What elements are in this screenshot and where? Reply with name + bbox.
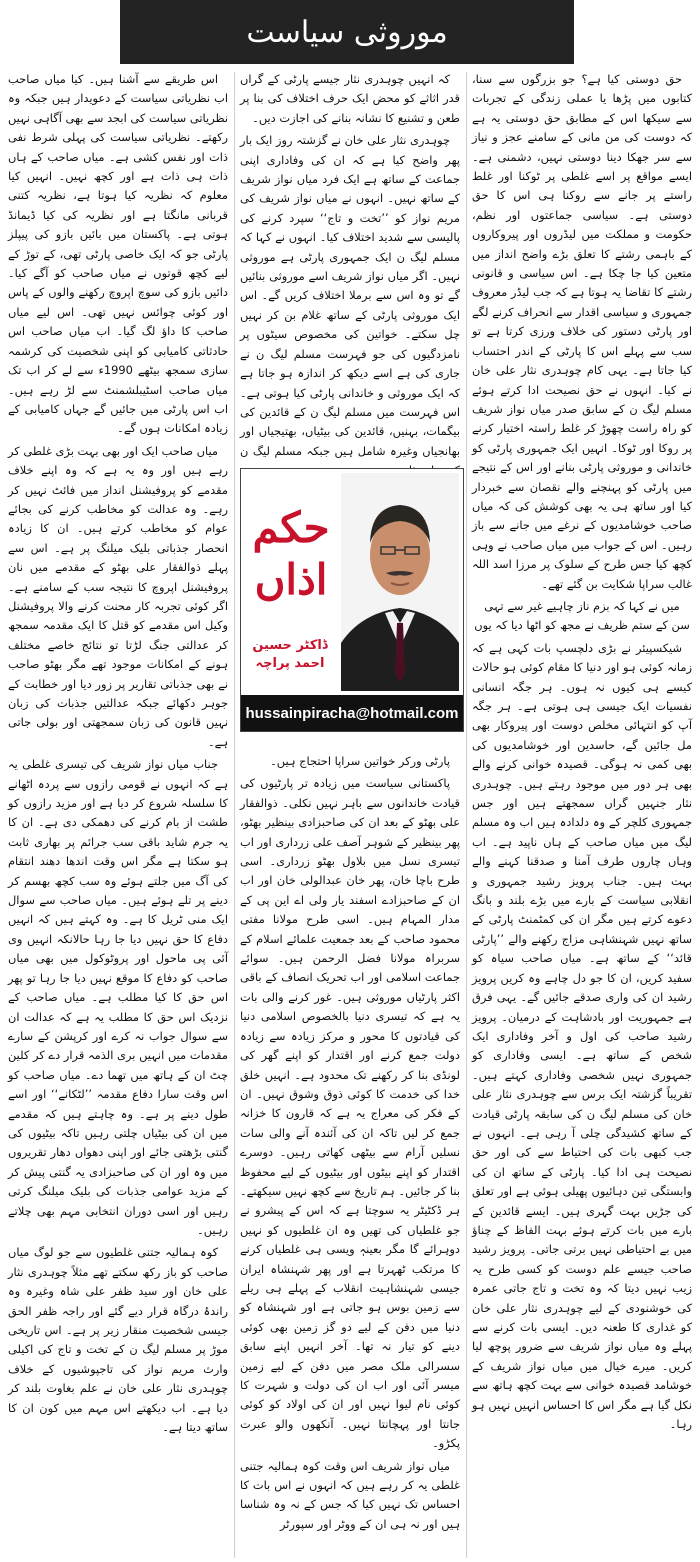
column-brand-logo [243,487,339,621]
paragraph: چوہدری نثار علی خان نے گزشتہ روز ایک بار پھر واضح کیا ہے کہ ان کی وفاداری اپنی جماعت کے ساتھ ہے ایک فرد میاں نواز شریف کے ساتھ نہیں۔ انہوں نے میاں نواز شریف کی مریم نواز کو ’’تخت و تاج‘‘ سپرد کرنے کی پالیسی سے شدید اختلاف کیا۔ انہوں نے کہا کہ مسلم لیگ ن ایک جمہوری پارٹی ہے موروثی نہیں۔ اگر میاں نواز شریف اسے موروثی بنائیں گے تو وہ اس سے برملا اختلاف کریں گے۔ اس ایک موروثی پارٹی کے ساتھ غلام بن کر نہیں چل سکتے۔ خواتین کی مخصوص سیٹوں پر نامزدگیوں کی جو فہرست مسلم لیگ ن نے جاری کی ہے اسے دیکھ کر اندازہ ہو جاتا ہے کہ ایک موروثی و خاندانی پارٹی کیا ہوتی ہے۔ اس فہرست میں مسلم لیگ ن کے قائدین کی بیگمات، بہنیں، قائدین کی بیٹیاں، بھتیجیاں اور بھانجیاں وغیرہ شامل ہیں جبکہ مسلم لیگ ن [240,133,460,458]
article-title: موروثی سیاست [246,14,448,50]
paragraph: جناب میاں نواز شریف کی تیسری غلطی یہ ہے کہ انہوں نے قومی رازوں سے پردہ اٹھانے کا سلسلہ شروع کر دیا ہے اور مزید رازوں کو طشت از بام کرنے کی دھمکی دی ہے۔ ان کا یہ جرم شاید باقی سب جرائم پر بھاری ثابت ہو سکتا ہے مگر اس وقت اندھا دھند انتقام کی آگ میں جلتے ہوئے وہ سب کچھ بھسم کر دینے پر تلے ہوئے ہیں۔ میاں صاحب سے سوال ایک منی ٹریل کا ہے۔ وہ کہتے ہیں کہ انہیں دفاع کا حق نہیں دیا جا رہا حالانکہ انہیں وی آئی پی ماحول اور پروٹوکول میں بھی میاں صاحب کو دفاع کا موقع نہیں دیا جا رہا تو پھر اس حق کا کیا مطلب ہے۔ میاں صاحب کے نزدیک اس حق کا مطلب یہ ہے کہ عدالت ان سے سوال جواب نہ کرے اور کرپشن کے سارے مقدمات میں انہیں بری الذمہ قرار دے کر کلین چٹ ان کے ہاتھ میں تھما دے۔ میاں صاحب کو اس وقت سارا دفاع مقدمہ ’’لٹکانے‘‘ اور اسے طول دینے پر ہے۔ وہ چاہتے ہیں کہ مقدمے میں ان کی بیٹیاں چلتی رہیں تاکہ بیٹیوں کی گنتی بڑھتی جائے اور اپنی دھواں دھار تقریروں میں وہ اور ان کی صاحبزادی یہ گنتی پیش کر کے مزید عوامی جذبات کی بلیک میلنگ کرتی رہیں اور اسی دوران انتخابی مہم بھی چلاتے رہیں۔ [8,757,228,1237]
article-column-left [8,70,228,1560]
paragraph: اس طریقے سے آشنا ہیں۔ کیا میاں صاحب اب نظریاتی سیاست کے دعویدار ہیں جبکہ وہ نظریاتی سیاست کی ابجد سے بھی آگاہی نہیں رکھتے۔ نظریاتی سیاست کی پہلی شرط نفی ذات اور نفس کشی ہے۔ میاں صاحب کے ہاں ذات ہی ذات ہے اور کچھ نہیں۔ انہیں کیا معلوم کہ نظریہ کیا ہوتا ہے، نظریہ کتنی قربانی مانگتا ہے اور نظریہ کی کیا ڈیمانڈ ہوتی ہے۔ پاکستان میں بائیں بازو کی پیپلز پارٹی جو کہ ایک خاصی پارٹی تھی، کے توڑ کے لیے کچھ قوتوں نے میاں صاحب کو آگے کیا۔ دائیں بازو کی سوچ اپروچ رکھنے والوں کے پاس اور کوئی چوائس نہیں تھی۔ اس لیے میاں صاحب کا داؤ لگ گیا۔ اب میاں صاحب اس حادثاتی کامیابی کو اپنی شخصیت کی کرشمہ سازی سمجھ بیٹھے 1990ء سے لے کر اب تک میاں صاحب اسٹیبلشمنٹ سے لڑ رہے ہیں۔ اب اس پارٹی میں جائیں گے جہاں کامیابی کے زیادہ امکانات ہوں گے۔ [8,72,228,436]
column-divider [234,72,235,1558]
column-title-banner [120,0,574,64]
article-column-middle-top [240,70,460,460]
article-column-middle-bottom [240,752,460,1560]
brand-word: اذاں [254,555,328,604]
paragraph: میاں صاحب ایک اور بھی بہت بڑی غلطی کر رہے ہیں اور وہ یہ ہے کہ وہ اپنے خلاف مقدمے کو پروفیشنل انداز میں فائٹ نہیں کر رہے۔ وہ عدالت کو مخاطب کرنے کی بجائے عوام کو مخاطب کرتے ہیں۔ ان کا زیادہ انحصار جذباتی بلیک میلنگ پر ہے۔ اس سے پہلے ذوالفقار علی بھٹو کے مقدمے میں نان پروفیشنل اپروچ کا نتیجہ سب کے سامنے ہے۔ اگر کوئی تجربہ کار محنت کرنے والا پروفیشنل وکیل اس مقدمے کو قتل کا ایک مقدمہ سمجھ کر عدالتی جنگ لڑتا تو نتائج خاصے مختلف ہونے کے امکانات موجود تھے مگر بھٹو صاحب نے بھی جذباتی تقاریر پر زور دیا اور خطابت کے جوہر دکھائے جبکہ عدالتیں جذبات کی زبان نہیں قانون کی زبان سمجھتی اور بولی جاتی ہے۔ [8,443,228,749]
paragraph: حق دوستی کیا ہے؟ جو بزرگوں سے سنا، کتابوں میں پڑھا یا عملی زندگی کے تجربات سے سیکھا اس کے مطابق حق دوستی یہ ہے کہ دوست کی من مانی کے سامنے عجز و نیاز سے سر جھکا دینا دوستی نہیں، دشمنی ہے۔ ایسے مواقع پر اسے غلطی پر ٹوکنا اور غلط راستے پر جانے سے روکنا ہی اس کا حق دوستی ہے۔ سیاسی جماعتوں اور نظم، حکومت و مملکت میں لیڈروں اور پیروکاروں کے باہمی رشتے کا تعلق بڑے واضح انداز میں متعین کیا جا چکا ہے۔ اس سیاسی و قانونی رشتے کا تقاضا یہ ہوتا ہے کہ جب لیڈر معروف جمہوری و سیاسی اقدار سے انحراف کرنے لگے اور پارٹی دستور کی خلاف ورزی کرتا ہے تو سب سے پہلے اس کا پارٹی کے اندر احتساب کیا جاتا ہے۔ یہی کام چوہدری نثار علی خان نے کیا۔ انہوں نے حق نصیحت ادا کرتے ہوئے مسلم لیگ ن کے سابق صدر میاں نواز شریف کو راہ راست چھوڑ کر غلط راستہ اختیار کرنے پر روکا اور ٹوکا۔ انہیں ایک جمہوری پارٹی کو خاندانی و موروثی پارٹی بنانے اور اس کے نتیجے میں پارٹی کو پہنچنے والے نقصان سے خبردار کیا اور ساتھ ہی یہ بھی کوشش کی کہ میاں صاحب خوشامدیوں کے نرغے میں جانے سے باز رہیں۔ اس کے جواب میں میاں صاحب نے وہی کچھ کیا جس طرح کے سلوک پر مرزا اسد اللہ غالب سراپا شکایت بن گئے تھے۔ [472,72,692,591]
brand-word: حکم [252,503,330,552]
paragraph: کہ انہیں چوہدری نثار جیسے پارٹی کے گراں قدر اثاثے کو محض ایک حرف اختلاف کی بنا پر طعن و تشنیع کا نشانہ بنانے کی اجازت دیں۔ [240,72,460,125]
paragraph: کوہ ہمالیہ جتنی غلطیوں سے جو لوگ میاں صاحب کو باز رکھ سکتے تھے مثلاً چوہدری نثار علی خان اور سید ظفر علی شاہ وغیرہ وہ راندۂ درگاہ قرار دیے گئے اور راجہ ظفر الحق جیسی شخصیت منقار زیر پر ہے۔ اس تاریخی موڑ پر مسلم لیگ ن کے تخت و تاج کی اکیلی وارث مریم نواز کی تاجپوشیوں کے خلاف چوہدری نثار علی خان نے علم بغاوت بلند کر دیا ہے۔ اب دیکھتے اس مہم میں کون ان کا ساتھ دیتا ہے۔ [8,1245,228,1435]
author-email-bar [241,695,463,731]
paragraph: پاکستانی سیاست میں زیادہ تر پارٹیوں کی قیادت خاندانوں سے باہر نہیں نکلی۔ ذوالفقار علی بھٹو کے بعد ان کی صاحبزادی بینظیر بھٹو، پھر بینظیر کے شوہر آصف علی زرداری اور اب تیسری نسل میں بلاول بھٹو زرداری۔ اسی طرح باچا خان، پھر خان عبدالولی خان اور اب ان کے صاحبزادے اسفند یار ولی اے این پی کے مدار المہام ہیں۔ اسی طرح مولانا مفتی محمود صاحب کے بعد جمعیت علمائے اسلام کے سربراہ مولانا فضل الرحمن ہیں۔ سوائے جماعت اسلامی اور اب تحریک انصاف کے باقی اکثر پارٹیاں موروثی ہیں۔ غور کرنے والی بات یہ ہے کہ تیسری دنیا بالخصوص اسلامی دنیا کی قیادتوں کا محور و مرکز زیادہ سے زیادہ دولت جمع کرنے اور اقتدار کو اپنے گھر کی لونڈی بنا کر رکھنے تک محدود ہے۔ انہیں خلق خدا کی خدمت کا کوئی ذوق وشوق نہیں۔ ان کے فکر کی معراج یہ ہے کہ قارون کا خزانہ جمع کر لیں تاکہ ان کی آئندہ آنے والی سات نسلیں آرام سے بیٹھی کھاتی رہیں۔ دوسرے اقتدار کو اپنے بیٹوں اور بیٹیوں کے لیے محفوظ بنا کر جائیں۔ ہم تاریخ سے کچھ نہیں سیکھتے۔ ہر ڈکٹیٹر یہ سوچتا ہے کہ اس کے پیشرو نے جو غلطیاں کی تھیں وہ ان غلطیوں کو نہیں دوہرائے گا مگر بعینہٖ ویسی ہی غلطیاں کرنے کا مرتکب ٹھہرتا ہے اور پھر شہنشاہ ایران جیسی شہنشاہیت انقلاب کے پہلے ہی ریلے سے زمین بوس ہو جاتی ہے اور شہنشاہ کو دنیا میں دفن کے لیے دو گز زمین بھی کوئی دینے کو تیار نہ تھا۔ آخر انہیں اپنے سابق سسرالی ملک مصر میں دفن کے لیے زمین میسر آئی اور اب ان کی دولت و شہرت کا کوئی نام لیوا نہیں اور ان کی اولاد کو کوئی جانتا اور پہچانتا نہیں۔ آنکھوں والو عبرت پکڑو۔ [240,776,460,1451]
verse: میں نے کہا کہ بزم ناز چاہیے غیر سے تہی سن کے ستم ظریف نے مجھ کو اٹھا دیا کہ یوں [474,598,690,633]
author-email: hussainpiracha@hotmail.com [245,704,459,722]
paragraph: میاں نواز شریف اس وقت کوہ ہمالیہ جتنی غلطی یہ کر رہے ہیں کہ انہوں نے اس بات کا احساس تک نہیں کیا کہ جس کے نہ وہ شناسا ہیں اور نہ ہی ان کے ووٹر اور سپورٹر [240,1458,460,1531]
article-column-right [472,70,692,1560]
column-divider [466,72,467,1558]
author-portrait [341,473,459,691]
columnist-byline-box [240,468,464,732]
author-name: ڈاکٹر حسین احمد پراچہ [252,638,328,671]
paragraph: پارٹی ورکر خواتین سراپا احتجاج ہیں۔ [270,754,450,768]
paragraph: شیکسپیئر نے بڑی دلچسپ بات کہی ہے کہ زمانہ کوئی ہو اور دنیا کا مقام کوئی ہو حالات کیسے ہی کیوں نہ ہوں۔ ہر جگہ انسانی نفسیات ایک جیسی ہی ہوتی ہے۔ ہر جگہ آپ کو انتہائی مخلص دوست اور پیروکار بھی مل جائیں گے، حاسدین اور خوشامدیوں کی بھی کمی نہ ہوگی۔ قصیدہ خوانی کرنے والے بھی ہر دور میں موجود رہتے ہیں۔ چوہدری نثار جنہیں گراں سمجھتے ہیں اور جس جمہوری کلچر کے وہ دلدادہ ہیں اب وہ مسلم لیگ میں میاں صاحب کے ہاں ناپید ہے۔ اب وہاں چاروں طرف آمنا و صدقنا کہنے والے بہت ہیں۔ جناب پرویز رشید جمہوری و انقلابی سیاست کے بارے میں بڑے بلند و بانگ دعوے کرتے ہیں مگر ان کی کمٹمنٹ پارٹی کے ساتھ نہیں شہنشاہی مزاج رکھنے والے ’’پارٹی قائد‘‘ کے ساتھ ہے۔ میاں صاحب سیاہ کو سفید کریں، ان کا جو دل چاہے وہ کریں پرویز رشید ان کی واری صدقے جائیں گے۔ یہی فرق ہے جمہوریت اور بادشاہت کے درمیان۔ پرویز رشید صاحب کی اول و آخر وفاداری ایک شخص کے ساتھ ہے۔ ایسی وفاداری کو جمہوری نہیں شخصی وفاداری کہتے ہیں۔ تقریباً گزشتہ ایک برس سے چوہدری نثار علی خان کی مسلم لیگ ن کی سابقہ پارٹی قیادت کے ساتھ کشیدگی چلی آ رہی ہے۔ انہوں نے جب کبھی بات کی احتیاط سے کی اور حق نصیحت ہی ادا کیا۔ پارٹی کے ساتھ ان کی وابستگی تین دہائیوں پھیلی ہوئی ہے اور تعلق کی جڑیں بہت گہری ہیں۔ ایسے قائدین کے بارے میں بات کرتے ہوئے بہت الفاظ کے چناؤ میں بے احتیاطی نہیں برتی جاتی۔ پرویز رشید صاحب جیسے علم دوست کو کسی طرح یہ زیب نہیں دیتا کہ وہ تخت و تاج جاتی عمرہ کی خوشنودی کے لیے چوہدری نثار علی خان کو غداری کا طعنہ دیں۔ ایسی بات کرنے سے پہلے وہ میاں نواز شریف سے ضرور پوچھ لیا کریں۔ میرے خیال میں میاں نواز شریف کے خوشامد قصیدہ خوانی سے بہت کچھ ہاتھ سے نکل گیا ہے مگر اس کا احساس انہیں نہیں ہو رہا۔ [472,640,692,1432]
